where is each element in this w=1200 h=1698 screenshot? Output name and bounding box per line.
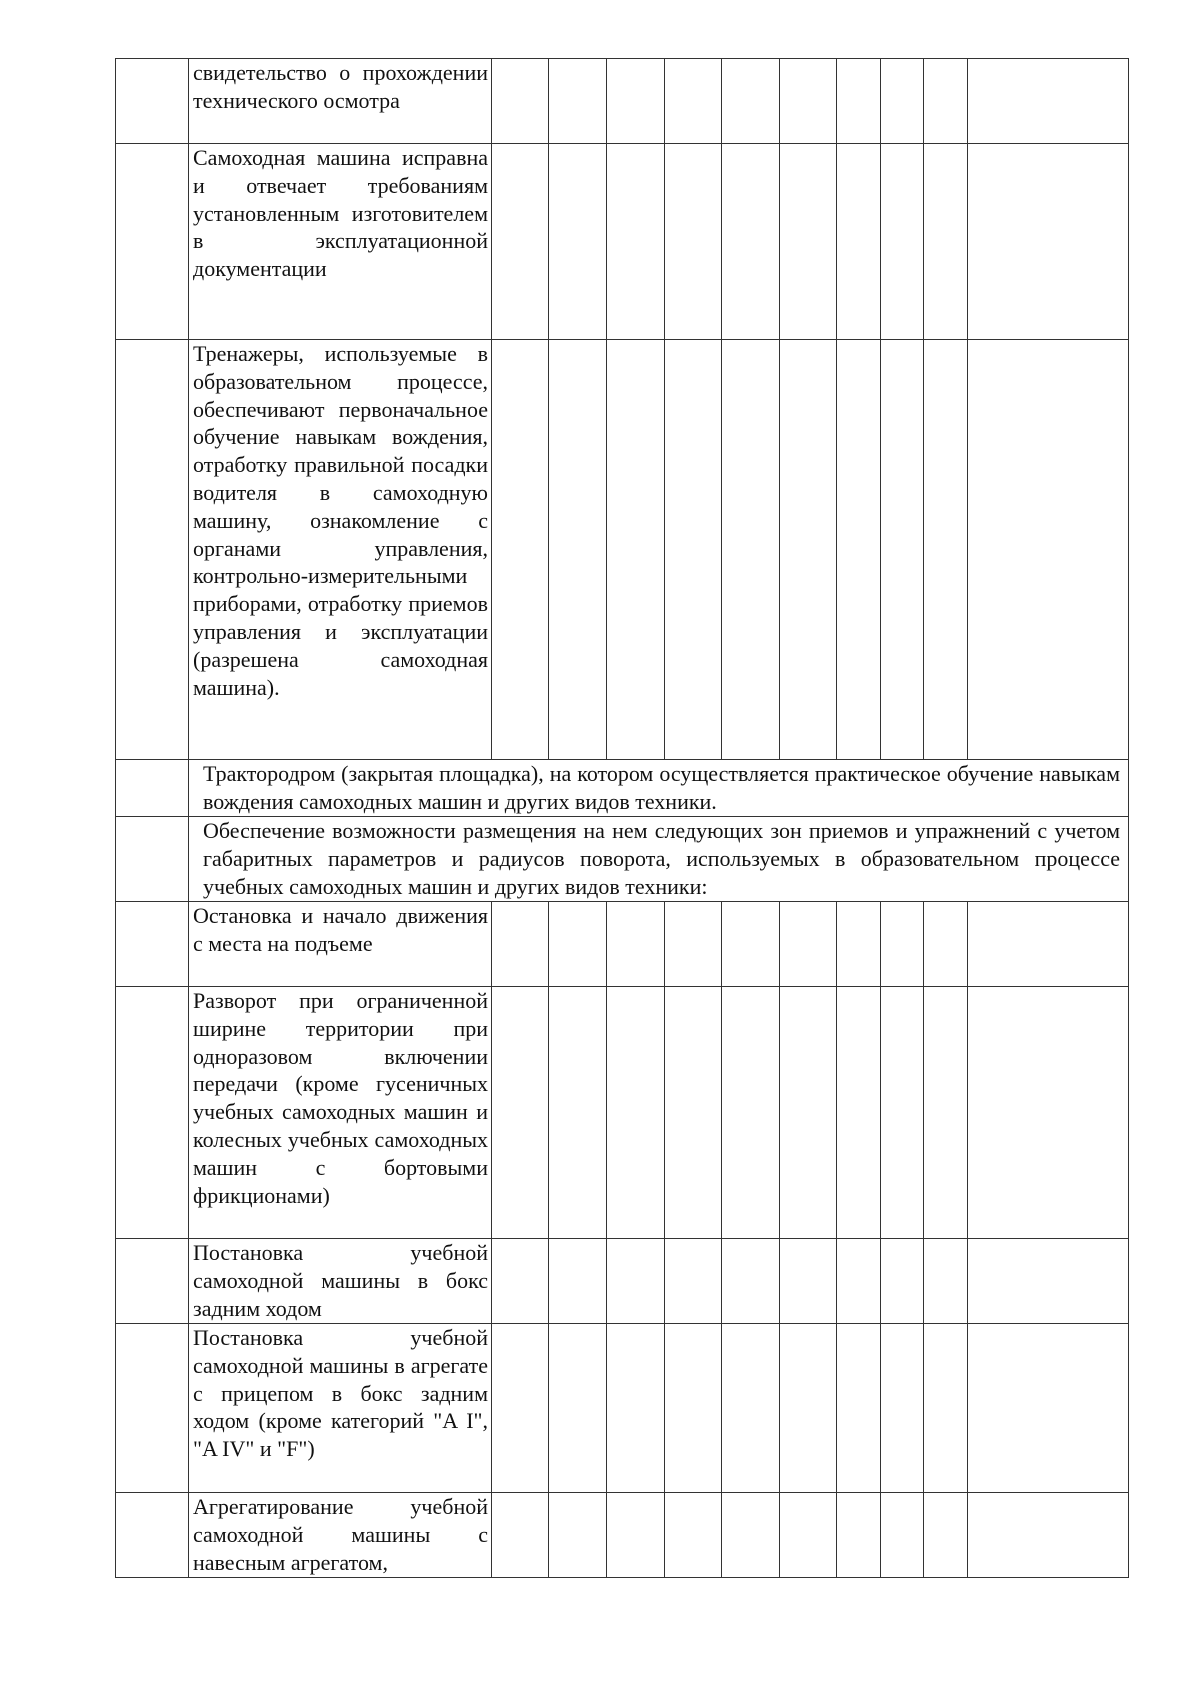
value-cell bbox=[722, 144, 780, 340]
value-cell bbox=[924, 144, 968, 340]
value-cell bbox=[881, 1493, 924, 1578]
item-text: Постановка учебной самоходной машины в агрегате с прицепом в бокс задним ходом (кроме категорий "A I", "A IV" и "F") bbox=[193, 1325, 488, 1462]
section-cell bbox=[189, 760, 1129, 817]
value-cell bbox=[780, 987, 837, 1239]
section-text: Трактородром (закрытая площадка), на котором осуществляется практическое обучение навыкам вождения самоходных машин и других видов техники. bbox=[203, 761, 1120, 814]
value-cell bbox=[881, 144, 924, 340]
value-cell bbox=[837, 902, 881, 987]
value-cell bbox=[924, 1493, 968, 1578]
value-cell bbox=[924, 987, 968, 1239]
item-text: Постановка учебной самоходной машины в бокс задним ходом bbox=[193, 1240, 488, 1321]
value-cell bbox=[881, 340, 924, 760]
value-cell bbox=[837, 1493, 881, 1578]
section-cell bbox=[189, 817, 1129, 902]
description-cell bbox=[189, 340, 492, 760]
notes-cell bbox=[968, 1493, 1129, 1578]
value-cell bbox=[549, 340, 607, 760]
value-cell bbox=[837, 59, 881, 144]
description-cell bbox=[189, 1239, 492, 1324]
table-row bbox=[116, 1239, 1129, 1324]
value-cell bbox=[881, 902, 924, 987]
value-cell bbox=[780, 1239, 837, 1324]
value-cell bbox=[881, 1324, 924, 1493]
value-cell bbox=[665, 902, 722, 987]
row-number-cell bbox=[116, 59, 189, 144]
row-number-cell bbox=[116, 1324, 189, 1493]
value-cell bbox=[722, 987, 780, 1239]
description-cell bbox=[189, 1493, 492, 1578]
notes-cell bbox=[968, 1324, 1129, 1493]
value-cell bbox=[665, 1239, 722, 1324]
notes-cell bbox=[968, 987, 1129, 1239]
value-cell bbox=[549, 1239, 607, 1324]
value-cell bbox=[924, 902, 968, 987]
value-cell bbox=[665, 59, 722, 144]
value-cell bbox=[837, 987, 881, 1239]
table-row bbox=[116, 987, 1129, 1239]
value-cell bbox=[607, 1493, 665, 1578]
value-cell bbox=[665, 1493, 722, 1578]
value-cell bbox=[722, 1239, 780, 1324]
item-text: Тренажеры, используемые в образовательном процессе, обеспечивают первоначальное обучение навыкам вождения, отработку правильной посадки водителя в самоходную машину, ознакомление с органами управления, контрольно-измерительными приборами, отработку приемов управления и эксплуатации (разрешена самоходная машина). bbox=[193, 341, 488, 700]
item-text: свидетельство о прохождении технического осмотра bbox=[193, 60, 488, 113]
section-row bbox=[116, 817, 1129, 902]
value-cell bbox=[881, 1239, 924, 1324]
row-number-cell bbox=[116, 902, 189, 987]
row-number-cell bbox=[116, 987, 189, 1239]
description-cell bbox=[189, 1324, 492, 1493]
value-cell bbox=[780, 1324, 837, 1493]
notes-cell bbox=[968, 902, 1129, 987]
table-row bbox=[116, 144, 1129, 340]
value-cell bbox=[722, 340, 780, 760]
item-text: Остановка и начало движения с места на подъеме bbox=[193, 903, 488, 956]
description-cell bbox=[189, 987, 492, 1239]
value-cell bbox=[665, 144, 722, 340]
value-cell bbox=[549, 1324, 607, 1493]
description-cell bbox=[189, 59, 492, 144]
value-cell bbox=[549, 987, 607, 1239]
value-cell bbox=[549, 1493, 607, 1578]
row-number-cell bbox=[116, 1239, 189, 1324]
item-text: Агрегатирование учебной самоходной машины с навесным агрегатом, bbox=[193, 1494, 488, 1575]
value-cell bbox=[492, 59, 549, 144]
value-cell bbox=[924, 1324, 968, 1493]
value-cell bbox=[607, 1239, 665, 1324]
description-cell bbox=[189, 144, 492, 340]
value-cell bbox=[607, 1324, 665, 1493]
value-cell bbox=[924, 1239, 968, 1324]
value-cell bbox=[780, 1493, 837, 1578]
value-cell bbox=[492, 1324, 549, 1493]
value-cell bbox=[837, 340, 881, 760]
value-cell bbox=[722, 59, 780, 144]
value-cell bbox=[780, 59, 837, 144]
item-text: Разворот при ограниченной ширине территории при одноразовом включении передачи (кроме гусеничных учебных самоходных машин и колесных учебных самоходных машин с бортовыми фрикционами) bbox=[193, 988, 488, 1208]
value-cell bbox=[924, 59, 968, 144]
value-cell bbox=[549, 902, 607, 987]
item-text: Самоходная машина исправна и отвечает требованиям установленным изготовителем в эксплуатационной документации bbox=[193, 145, 488, 282]
value-cell bbox=[607, 144, 665, 340]
table-row bbox=[116, 1493, 1129, 1578]
notes-cell bbox=[968, 340, 1129, 760]
table-row bbox=[116, 59, 1129, 144]
value-cell bbox=[837, 144, 881, 340]
value-cell bbox=[492, 340, 549, 760]
value-cell bbox=[722, 1493, 780, 1578]
table-row bbox=[116, 902, 1129, 987]
value-cell bbox=[492, 144, 549, 340]
value-cell bbox=[881, 59, 924, 144]
value-cell bbox=[607, 340, 665, 760]
row-number-cell bbox=[116, 760, 189, 817]
value-cell bbox=[780, 144, 837, 340]
value-cell bbox=[607, 59, 665, 144]
value-cell bbox=[665, 987, 722, 1239]
value-cell bbox=[607, 987, 665, 1239]
value-cell bbox=[492, 987, 549, 1239]
value-cell bbox=[722, 1324, 780, 1493]
value-cell bbox=[665, 340, 722, 760]
value-cell bbox=[924, 340, 968, 760]
checklist-table bbox=[115, 58, 1129, 1578]
notes-cell bbox=[968, 144, 1129, 340]
value-cell bbox=[780, 340, 837, 760]
value-cell bbox=[881, 987, 924, 1239]
section-row bbox=[116, 760, 1129, 817]
value-cell bbox=[607, 902, 665, 987]
row-number-cell bbox=[116, 1493, 189, 1578]
description-cell bbox=[189, 902, 492, 987]
value-cell bbox=[549, 144, 607, 340]
row-number-cell bbox=[116, 340, 189, 760]
value-cell bbox=[492, 902, 549, 987]
value-cell bbox=[780, 902, 837, 987]
notes-cell bbox=[968, 1239, 1129, 1324]
value-cell bbox=[492, 1239, 549, 1324]
value-cell bbox=[722, 902, 780, 987]
value-cell bbox=[492, 1493, 549, 1578]
value-cell bbox=[837, 1239, 881, 1324]
row-number-cell bbox=[116, 144, 189, 340]
notes-cell bbox=[968, 59, 1129, 144]
table-row bbox=[116, 340, 1129, 760]
value-cell bbox=[837, 1324, 881, 1493]
row-number-cell bbox=[116, 817, 189, 902]
table-row bbox=[116, 1324, 1129, 1493]
section-text: Обеспечение возможности размещения на нем следующих зон приемов и упражнений с учетом габаритных параметров и радиусов поворота, используемых в образовательном процессе учебных самоходных машин и других видов техники: bbox=[203, 818, 1120, 899]
value-cell bbox=[665, 1324, 722, 1493]
value-cell bbox=[549, 59, 607, 144]
